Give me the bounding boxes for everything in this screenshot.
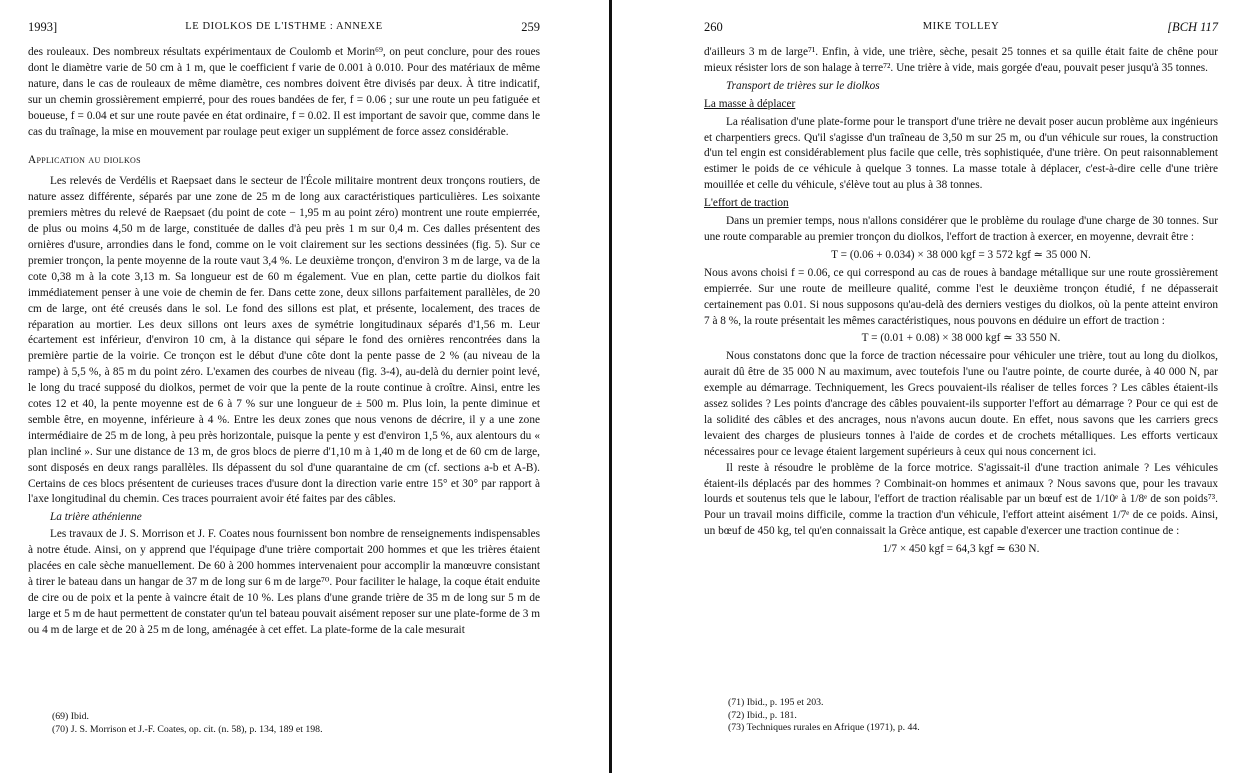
header-journal: [BCH 117: [1167, 20, 1218, 34]
page-number: 259: [521, 20, 540, 34]
paragraph: Nous constatons donc que la force de traction nécessaire pour véhiculer une trière, tout au long du diolkos, aurait dû être de 35 000 N au maximum, avec toutefois l'une ou l'autre pointe, de courte durée, à 40 000 N, par exemple au démarrage. Techniquement, les Grecs pouvaient-ils réaliser de telles forces ? Les câbles étaient-ils assez solides ? Les points d'ancrage des câbles pouvaient-ils supporter l'effort au démarrage ? Pour ce qui est de la solidité des câbles et des ancrages, nous n'avons aucun doute. En effet, nous savons que les carriers grecs levaient des charges de plusieurs tonnes à l'aide de cordes et de crochets métalliques. Les efforts verticaux nécessaires pour ce levage étaient largement supérieurs à ceux qui nous concernent ici.: [704, 350, 1218, 458]
equation: 1/7 × 450 kgf = 64,3 kgf ≃ 630 N.: [882, 543, 1040, 556]
header-title: MIKE TOLLEY: [922, 21, 1000, 32]
section-heading: Transport de trières sur le diolkos: [726, 79, 880, 92]
right-page: [612, 0, 1240, 773]
paragraph: Dans un premier temps, nous n'allons considérer que le problème du roulage d'une charge de 30 tonnes. Sur une route comparable au premier tronçon du diolkos, l'effort de traction à exercer, en moyenne, devrait être :: [704, 215, 1218, 243]
left-footnotes: [52, 711, 542, 736]
paragraph: d'ailleurs 3 m de large⁷¹. Enfin, à vide, une trière, sèche, pesait 25 tonnes et sa quille était faite de chêne pour mieux résister lors de son halage à terre⁷². Une trière à vide, mais gorgée d'eau, pouvait peser jusqu'à 35 tonnes.: [704, 46, 1218, 74]
paragraph: Nous avons choisi f = 0.06, ce qui correspond au cas de roues à bandage métallique sur une route grossièrement empierrée. Sur une route de meilleure qualité, comme l'est le deuxième tronçon étudié, f ne dépasserait certainement pas 0.01. Si nous supposons qu'au-delà des derniers vestiges du diolkos, où la pente atteint environ 7 à 8 %, la route présentait les mêmes caractéristiques, nous pouvons en déduire un effort de traction :: [704, 266, 1218, 327]
header-year: 1993]: [28, 20, 58, 34]
subsection-heading: La masse à déplacer: [704, 97, 796, 110]
footnote: (71) Ibid., p. 195 et 203.: [728, 697, 824, 708]
paragraph: Il reste à résoudre le problème de la force motrice. S'agissait-il d'une traction animale ? Les véhicules étaient-ils déplacés par des hommes ? Combinait-on hommes et animaux ? Nous savons que, pour les travaux lourds et soutenus tels que le labour, l'effort de traction réalisable par un bœuf est de 1/10ᵉ à 1/8ᵉ de son poids⁷³. Pour un travail moins difficile, comme la traction d'un véhicule, l'effort atteint aisément 1/7ᵉ de ce poids. Ainsi, un bœuf de 450 kg, tel qu'en connaissait la Grèce antique, est capable d'exercer une traction continue de :: [704, 461, 1218, 538]
left-page: [0, 0, 610, 773]
header-title: LE DIOLKOS DE L'ISTHME : ANNEXE: [185, 21, 383, 32]
page-number: 260: [704, 20, 723, 34]
paragraph: Les travaux de J. S. Morrison et J. F. Coates nous fournissent bon nombre de renseignements indispensables à notre étude. Ainsi, on y apprend que l'équipage d'une trière comportait 200 hommes et que les trières étaient placées en cale sèche manuellement. De 60 à 200 hommes intervenaient pour accomplir la manœuvre consistant à tirer le bateau dans un hangar de 37 m de long sur 6 m de large⁷⁰. Pour faciliter le halage, la coque était enduite de cire ou de poix et la pente à vaincre était de 10 %. Les plans d'une grande trière de 35 m de long sur 5 m de large et 5 m de haut permettent de constater qu'un tel bateau pouvait aisément reposer sur une plate-forme de 3 m ou 4 m de large et de 20 à 25 m de long, aménagée à cet effet. La plate-forme de la cale mesurait: [28, 528, 540, 636]
paragraph: La réalisation d'une plate-forme pour le transport d'une trière ne devait poser aucun problème aux ingénieurs et charpentiers grecs. Qu'il s'agisse d'un traîneau de 3,50 m sur 25 m, ou d'un véhicule sur roues, la construction d'un tel engin est considérablement plus facile que celle, très sophistiquée, d'une trière. On peut raisonnablement estimer le poids de ce véhicule à quelque 3 tonnes. La masse totale à déplacer, c'est-à-dire celle d'une trière mouillée et celle du véhicule, s'élève tout au plus à 38 tonnes.: [704, 115, 1218, 192]
left-page-body: [28, 45, 540, 639]
equation: T = (0.01 + 0.08) × 38 000 kgf ≃ 33 550 N.: [861, 332, 1061, 345]
subsection-heading: La trière athénienne: [50, 511, 142, 524]
footnote: (72) Ibid., p. 181.: [728, 709, 797, 721]
right-page-body: [704, 45, 1218, 560]
equation: T = (0.06 + 0.034) × 38 000 kgf = 3 572 kgf ≃ 35 000 N.: [831, 248, 1091, 261]
footnote: (73) Techniques rurales en Afrique (1971), p. 44.: [728, 722, 920, 733]
subsection-heading: L'effort de traction: [704, 197, 789, 210]
right-footnotes: [728, 697, 1218, 735]
paragraph: des rouleaux. Des nombreux résultats expérimentaux de Coulomb et Morin⁶⁹, on peut conclure, pour des roues dont le diamètre varie de 50 cm à 1 m, que le coefficient f varie de 0.001 à 0.010. Pour des matériaux de même nature, dans le cas de rouleaux de même diamètre, ces nombres doivent être divisés par deux. À titre indicatif, sur un chemin grossièrement empierré, pour des roues bandées de fer, f = 0.06 ; sur une route un peu fatiguée et boueuse, f = 0.04 et sur une route pavée en état ordinaire, f = 0.02. Il est important de savoir que, comme dans le cas du traînage, la mise en mouvement par roulage peut exiger un supplément de force assez considérable.: [28, 46, 540, 138]
paragraph: Les relevés de Verdélis et Raepsaet dans le secteur de l'École militaire montrent deux tronçons routiers, de nature assez différente, séparés par une zone de 25 m de long aux caractéristiques particulières. Les soixante premiers mètres du relevé de Raepsaet (du point de cote − 1,95 m au point zéro) montrent une route empierrée, de plus ou moins 4,50 m de large, constituée de dalles d'à peu près 1 m sur 0,4 m. Ces dalles présentent des ornières d'usure, arrondies dans le fond, comme on le voit clairement sur les sections dessinées (fig. 5). Sur ce premier tronçon, la pente moyenne de la route vaut 3,4 %. Le deuxième tronçon, d'environ 3 m de large, va de la cote 0,38 m à la cote 3,13 m. Sa longueur est de 60 m également. Vue en plan, cette partie du diolkos fait immédiatement penser à une voie de chemin de fer. Dans cette zone, deux sillons parfaitement parallèles, de 20 cm de large, ont été creusés dans le sol. Le fond des sillons est plat, et présente, localement, des traces de réparation au mortier. Les deux sillons ont leurs axes de symétrie longitudinaux séparés d'1,56 m. Leur écartement est inférieur, d'environ 10 cm, à la distance qui sépare le fond des ornières rencontrées dans la première partie de la voirie. Ce tronçon est le début d'une côte dont la pente passe de 2 % (au niveau de la rampe) à 5,5 %, à 85 m du point zéro. L'examen des courbes de niveau (fig. 3-4), au-delà du dernier point levé, le long du tracé supposé du diolkos, permet de voir que la pente de la route continue à croître. Ainsi, entre les cotes 12 et 40, la pente moyenne est de 6 à 7 % sur une longueur de ± 500 m. Plus loin, la pente diminue et semble être, en moyenne, inférieure à 4 %. Entre les deux zones que nous venons de décrire, il y a une zone intermédiaire de 25 m de long, à peu près horizontale, puisque la pente y est d'environ 1,5 %, aux alentours du « plan incliné ». Sur une distance de 13 m, de gros blocs de pierre d'1,10 m à 1,40 m de long et de 60 cm de large, sont disposés en deux rangs parallèles. Ils dépassent du sol d'une quarantaine de cm (cf. sections a-b et A-B). Certains de ces blocs présentent de curieuses traces d'usure dont la direction varie entre 15° et 30° par rapport à l'axe longitudinal du chemin. Ces traces pourraient avoir été faites par des câbles.: [28, 175, 540, 506]
footnote: (69) Ibid.: [52, 711, 90, 722]
footnote: (70) J. S. Morrison et J.-F. Coates, op. cit. (n. 58), p. 134, 189 et 198.: [52, 723, 323, 735]
section-heading: Application au diolkos: [28, 154, 141, 167]
